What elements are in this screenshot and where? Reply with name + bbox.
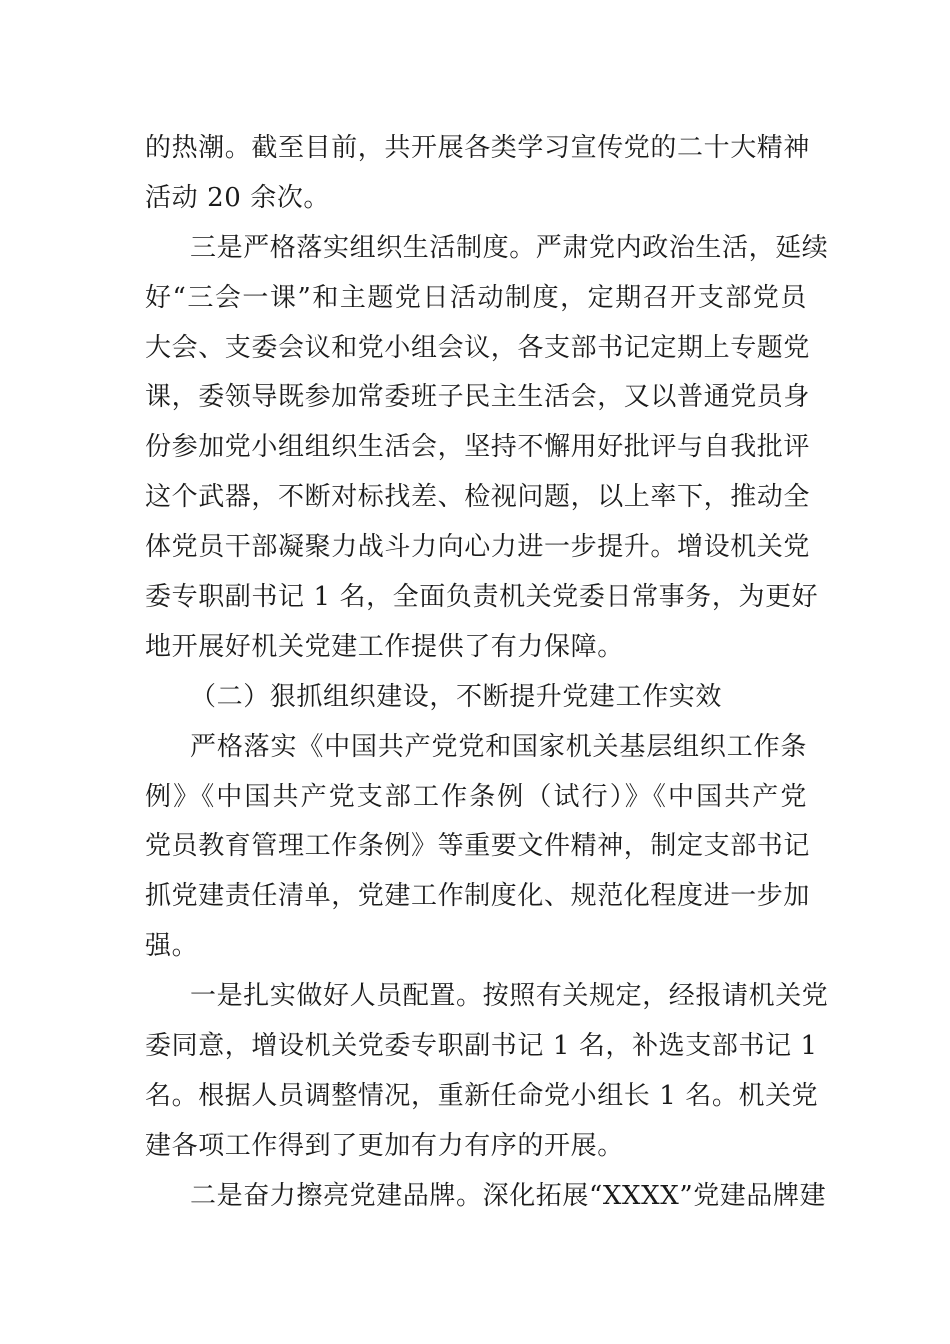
- text-line: 这个武器，不断对标找差、检视问题，以上率下，推动全: [145, 482, 811, 513]
- document-body: [145, 124, 829, 1222]
- text-line: 抓党建责任清单，党建工作制度化、规范化程度进一步加: [145, 881, 811, 912]
- text-line: 例》《中国共产党支部工作条例（试行）》《中国共产党: [145, 781, 807, 812]
- text-line: 名。根据人员调整情况，重新任命党小组长 1 名。机关党: [145, 1080, 819, 1111]
- text-line: 党员教育管理工作条例》等重要文件精神，制定支部书记: [145, 831, 811, 862]
- text-line: 大会、支委会议和党小组会议，各支部书记定期上专题党: [145, 332, 811, 363]
- text-line: 份参加党小组组织生活会，坚持不懈用好批评与自我批评: [145, 432, 811, 463]
- text-line: 建各项工作得到了更加有力有序的开展。: [145, 1130, 624, 1161]
- paragraph-start-line: 一是扎实做好人员配置。按照有关规定，经报请机关党: [190, 981, 829, 1012]
- paragraph-start-line: 严格落实《中国共产党党和国家机关基层组织工作条: [190, 731, 807, 762]
- section-heading: （二）狠抓组织建设，不断提升党建工作实效: [190, 681, 723, 712]
- text-line: 委专职副书记 1 名，全面负责机关党委日常事务，为更好: [145, 582, 819, 613]
- text-line: 课，委领导既参加常委班子民主生活会，又以普通党员身: [145, 382, 811, 413]
- paragraph-start-line: 二是奋力擦亮党建品牌。深化拓展“XXXX”党建品牌建: [190, 1180, 827, 1211]
- text-line: 活动 20 余次。: [145, 182, 331, 213]
- text-line: 体党员干部凝聚力战斗力向心力进一步提升。增设机关党: [145, 532, 811, 563]
- text-line: 好“三会一课”和主题党日活动制度，定期召开支部党员: [145, 282, 807, 313]
- paragraph-start-line: 三是严格落实组织生活制度。严肃党内政治生活，延续: [190, 232, 829, 263]
- text-line: 委同意，增设机关党委专职副书记 1 名，补选支部书记 1: [145, 1031, 818, 1062]
- text-line: 强。: [145, 931, 199, 962]
- text-line: 的热潮。截至目前，共开展各类学习宣传党的二十大精神: [145, 133, 811, 163]
- text-line: 地开展好机关党建工作提供了有力保障。: [145, 631, 624, 662]
